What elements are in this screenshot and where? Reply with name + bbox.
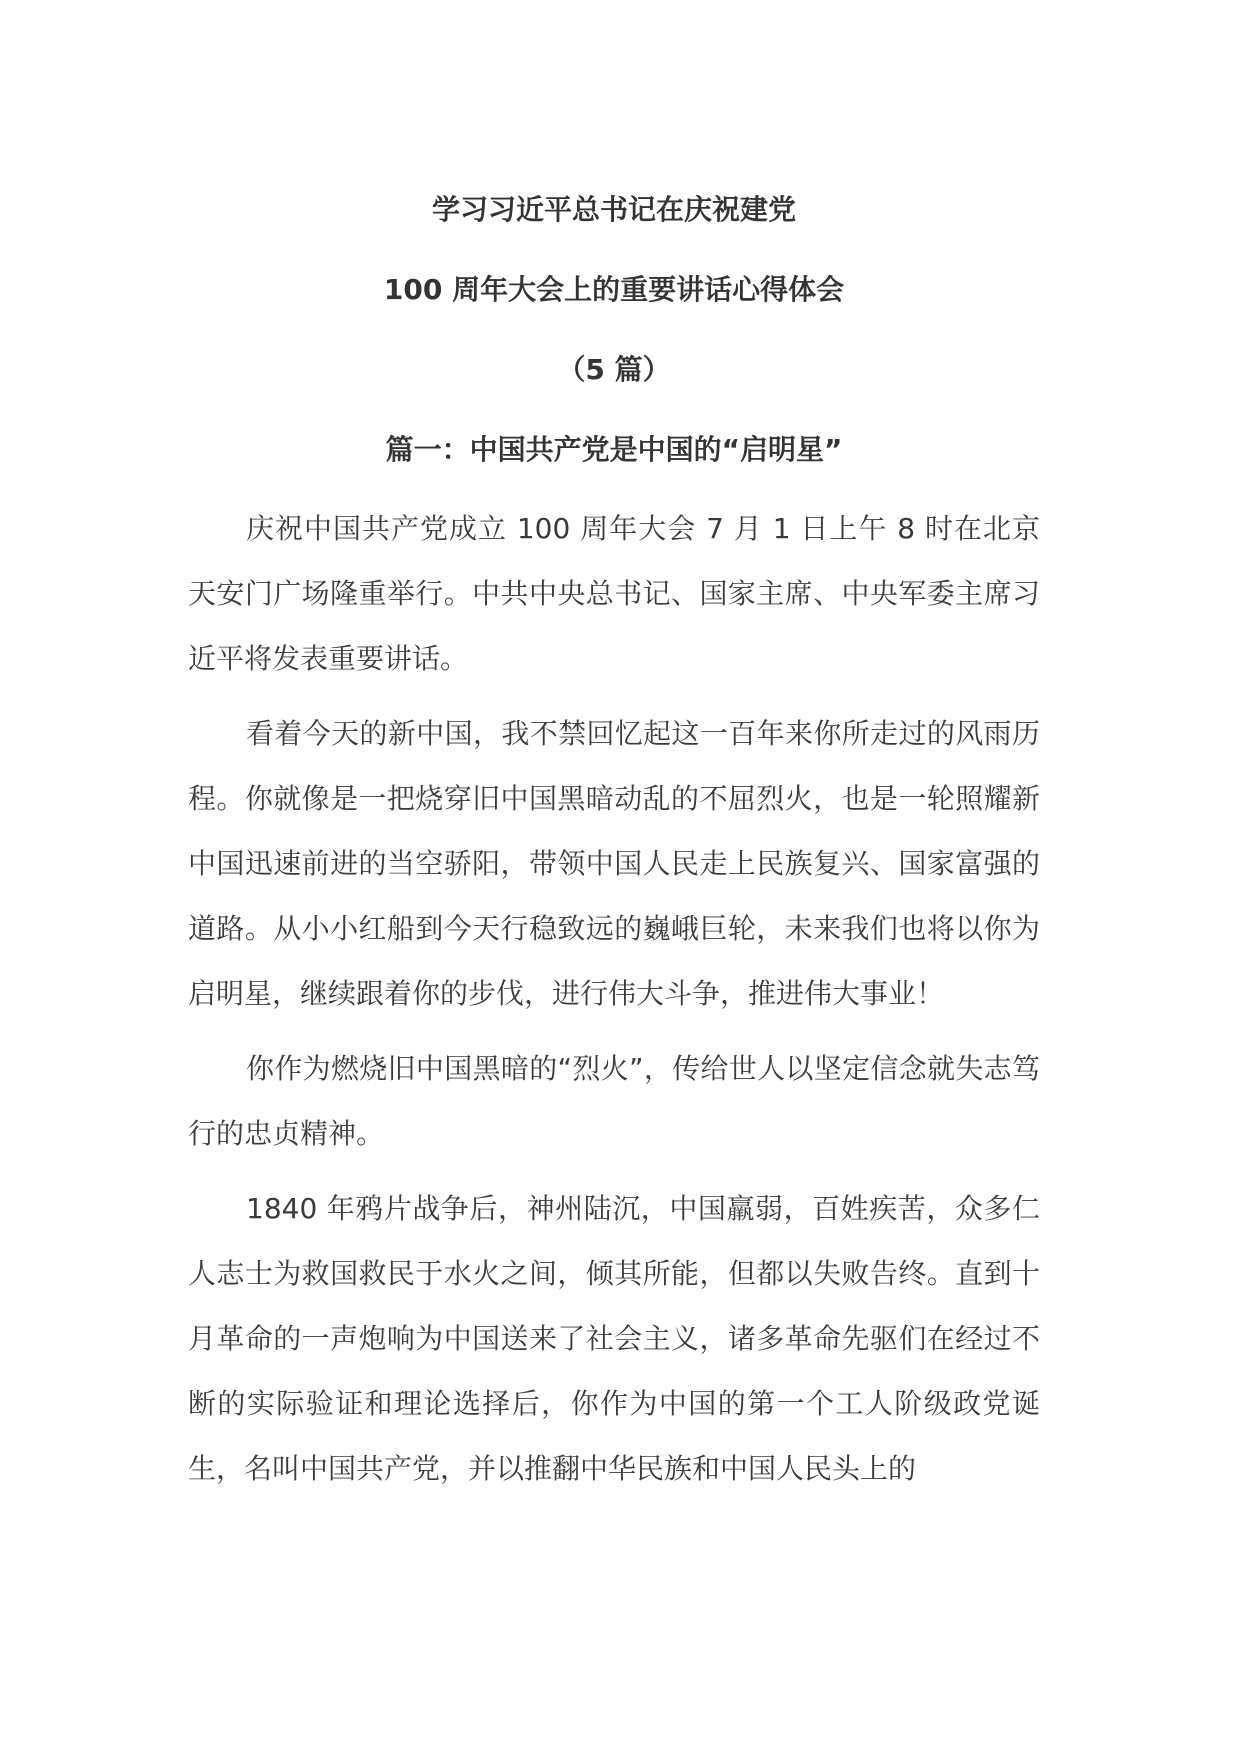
paragraph-3: 你作为燃烧旧中国黑暗的“烈火”，传给世人以坚定信念就失志笃行的忠贞精神。 [188,1052,1040,1150]
document-subtitle-count: （5 篇） [557,353,671,386]
paragraph-1: 庆祝中国共产党成立 100 周年大会 7 月 1 日上午 8 时在北京天安门广场隆重举行。中共中央总书记、国家主席、中央军委主席习近平将发表重要讲话。 [188,512,1040,675]
title-block [188,170,1040,490]
section-heading: 篇一：中国共产党是中国的“启明星” [385,433,843,466]
document-content [188,170,1040,1501]
paragraph-2: 看着今天的新中国，我不禁回忆起这一百年来你所走过的风雨历程。你就像是一把烧穿旧中国黑暗动乱的不屈烈火，也是一轮照耀新中国迅速前进的当空骄阳，带领中国人民走上民族复兴、国家富强的道路。从小小红船到今天行稳致远的巍峨巨轮，未来我们也将以你为启明星，继续跟着你的步伐，进行伟大斗争，推进伟大事业！ [188,717,1040,1010]
document-title-line-2: 100 周年大会上的重要讲话心得体会 [383,273,845,306]
body-text [188,496,1040,1501]
document-title-line-1: 学习习近平总书记在庆祝建党 [431,193,796,226]
paragraph-4: 1840 年鸦片战争后，神州陆沉，中国羸弱，百姓疾苦，众多仁人志士为救国救民于水火之间，倾其所能，但都以失败告终。直到十月革命的一声炮响为中国送来了社会主义，诸多革命先驱们在经过不断的实际验证和理论选择后，你作为中国的第一个工人阶级政党诞生，名叫中国共产党，并以推翻中华民族和中国人民头上的 [188,1192,1040,1485]
